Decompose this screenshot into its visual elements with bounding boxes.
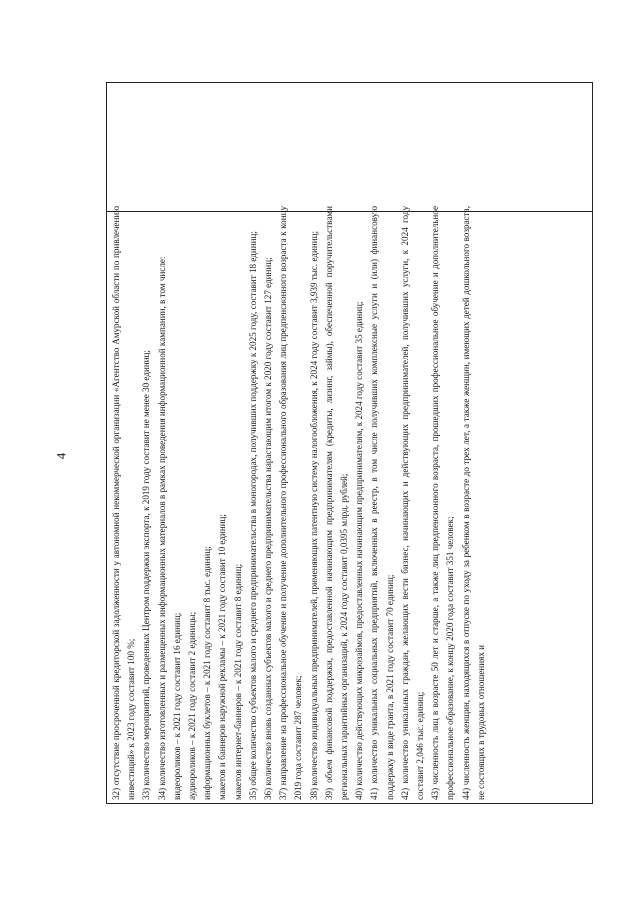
list-item: 39) объем финансовой поддержки, предоставленной начинающим предпринимателям (кредиты, лизинг, займы), обеспеченной поручительствами региональных гарантийных организаций, к 2024 году составит 0,0395 млрд. рублей; [323, 206, 350, 800]
list-item: макетов и баннеров наружной рекламы – к 2021 году составит 10 единиц; [217, 514, 228, 800]
list-item: 43) численность лиц в возрасте 50 лет и старше, а также лиц предпенсионного возраста, прошедших профессиональное обучение и дополнительное профессиональное образование, к концу 2020 года составит 351 человек; [430, 206, 456, 800]
list-item: видеороликов – к 2021 году составит 16 единиц; [171, 612, 182, 800]
list-item: 38) количество индивидуальных предпринимателей, применяющих патентную систему налогообложения, к 2024 году составит 3,939 тыс. единиц; [308, 231, 319, 800]
list-item: 35) общее количество субъектов малого и среднего предпринимательства в моногородах, получивших поддержку к 2025 году, составит 18 единиц; [247, 231, 258, 800]
list-item: 41) количество уникальных социальных предприятий, включенных в реестр, в том числе получивших комплексные услуги и (или) финансовую поддержку в виде гранта, в 2021 году составит 70 единиц; [369, 206, 395, 800]
list-item: 34) количество изготовленных и размещенных информационных материалов в рамках проведения информационной кампании, в том числе: [156, 256, 167, 800]
list-item: 36) количество вновь созданных субъектов малого и среднего предпринимательства нарастающим итогом к 2020 году составит 127 единиц; [263, 257, 274, 800]
indicator-list [109, 206, 489, 800]
list-item: макетов интернет-баннеров – к 2021 году составит 8 единиц; [232, 563, 243, 800]
page-number: 4 [53, 452, 69, 460]
list-item: 33) количество мероприятий, проведенных Центром поддержки экспорта, к 2019 году составит не менее 30 единиц; [141, 350, 152, 800]
table-cell-empty [107, 83, 592, 212]
list-item: 32) отсутствие просроченной кредиторской задолженности у автономной некоммерческой организации «Агентство Амурской области по привлечению инвестиций» к 2023 году составит 100 %; [111, 206, 137, 800]
list-item: 42) количество уникальных граждан, желающих вести бизнес, начинающих и действующих предпринимателей, получивших услуги, к 2024 году составит 2,046 тыс. единиц; [399, 206, 426, 800]
list-item: 44) численность женщин, находящихся в отпуске по уходу за ребенком в возрасте до трех лет, а также женщин, имеющих детей дошкольного возраста, не состоящих в трудовых отношениях и [460, 206, 486, 800]
list-item: 40) количество действующих микрозаймов, предоставленных начинающим предпринимателям, к 2024 году составит 35 единиц; [354, 301, 365, 800]
list-item: аудиороликов – к 2021 году составит 2 единицы; [187, 611, 198, 800]
list-item: информационных буклетов – к 2021 году составит 8 тыс. единиц; [202, 546, 213, 800]
list-item: 37) направление на профессиональное обучение и получение дополнительного профессионального образования лиц предпенсионного возраста к концу 2019 года составит 287 человек; [278, 206, 304, 800]
document-page-rotated [106, 82, 593, 804]
